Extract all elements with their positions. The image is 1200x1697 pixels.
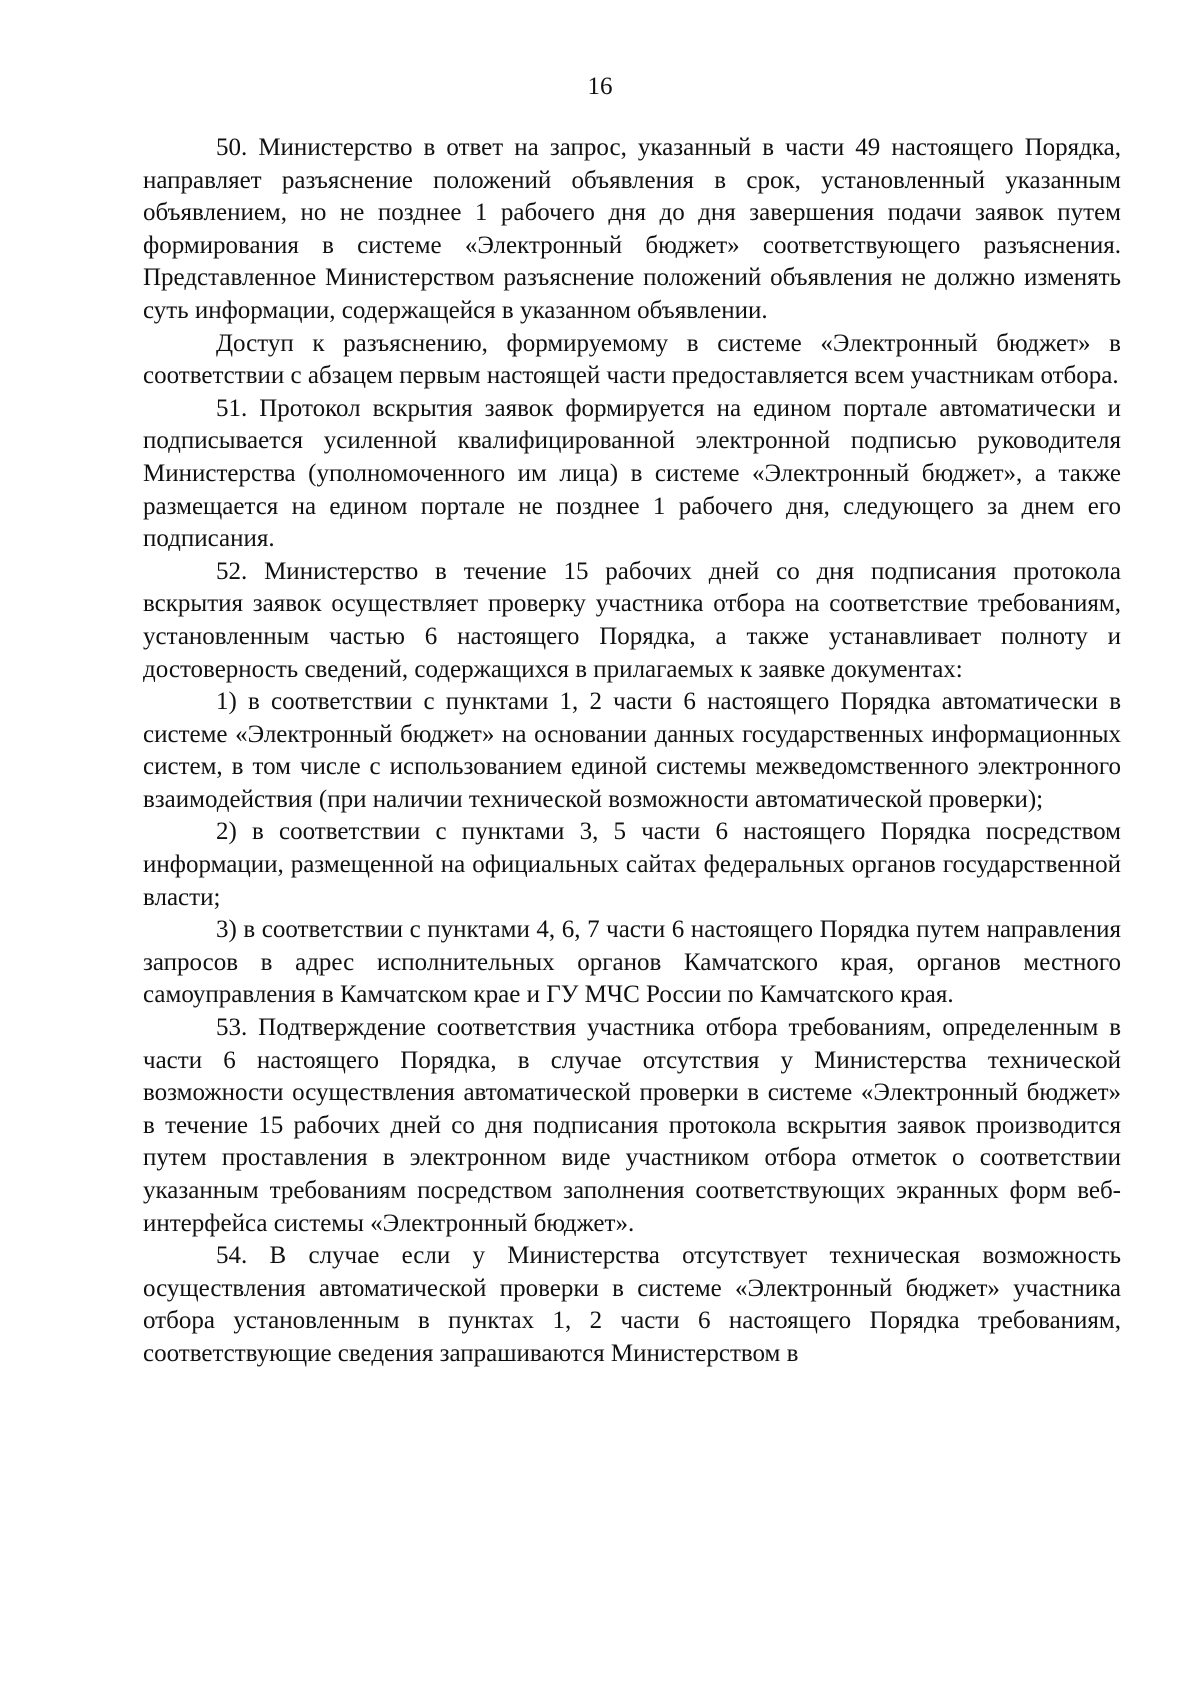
paragraph-50: 50. Министерство в ответ на запрос, указанный в части 49 настоящего Порядка, направляет разъяснение положений объявления в срок, установленный указанным объявлением, но не позднее 1 рабочего дня до дня завершения подачи заявок путем формирования в системе «Электронный бюджет» соответствующего разъяснения. Представленное Министерством разъяснение положений объявления не должно изменять суть информации, содержащейся в указанном объявлении. [143, 134, 1121, 324]
paragraph-54: 54. В случае если у Министерства отсутствует техническая возможность осуществления автоматической проверки в системе «Электронный бюджет» участника отбора установленным в пунктах 1, 2 части 6 настоящего Порядка требованиям, соответствующие сведения запрашиваются Министерством в [143, 1242, 1121, 1367]
page-number: 16 [587, 73, 613, 100]
paragraph-51: 51. Протокол вскрытия заявок формируется на едином портале автоматически и подписывается усиленной квалифицированной электронной подписью руководителя Министерства (уполномоченного им лица) в системе «Электронный бюджет», а также размещается на едином портале не позднее 1 рабочего дня, следующего за днем его подписания. [143, 394, 1121, 553]
paragraph-52: 52. Министерство в течение 15 рабочих дней со дня подписания протокола вскрытия заявок осуществляет проверку участника отбора на соответствие требованиям, установленным частью 6 настоящего Порядка, а также устанавливает полноту и достоверность сведений, содержащихся в прилагаемых к заявке документах: [143, 557, 1121, 683]
paragraph-52-item-2: 2) в соответствии с пунктами 3, 5 части 6 настоящего Порядка посредством информации, размещенной на официальных сайтах федеральных органов государственной власти; [143, 818, 1121, 911]
paragraph-52-item-1: 1) в соответствии с пунктами 1, 2 части 6 настоящего Порядка автоматически в системе «Электронный бюджет» на основании данных государственных информационных систем, в том числе с использованием единой системы межведомственного электронного взаимодействия (при наличии технической возможности автоматической проверки); [143, 688, 1121, 813]
document-body [143, 132, 1121, 1371]
paragraph-53: 53. Подтверждение соответствия участника отбора требованиям, определенным в части 6 настоящего Порядка, в случае отсутствия у Министерства технической возможности осуществления автоматической проверки в системе «Электронный бюджет» в течение 15 рабочих дней со дня подписания протокола вскрытия заявок производится путем проставления в электронном виде участником отбора отметок о соответствии указанным требованиям посредством заполнения соответствующих экранных форм веб-интерфейса системы «Электронный бюджет». [143, 1014, 1121, 1237]
paragraph-50-access: Доступ к разъяснению, формируемому в системе «Электронный бюджет» в соответствии с абзацем первым настоящей части предоставляется всем участникам отбора. [143, 329, 1121, 390]
paragraph-52-item-3: 3) в соответствии с пунктами 4, 6, 7 части 6 настоящего Порядка путем направления запросов в адрес исполнительных органов Камчатского края, органов местного самоуправления в Камчатском крае и ГУ МЧС России по Камчатского края. [143, 916, 1121, 1009]
